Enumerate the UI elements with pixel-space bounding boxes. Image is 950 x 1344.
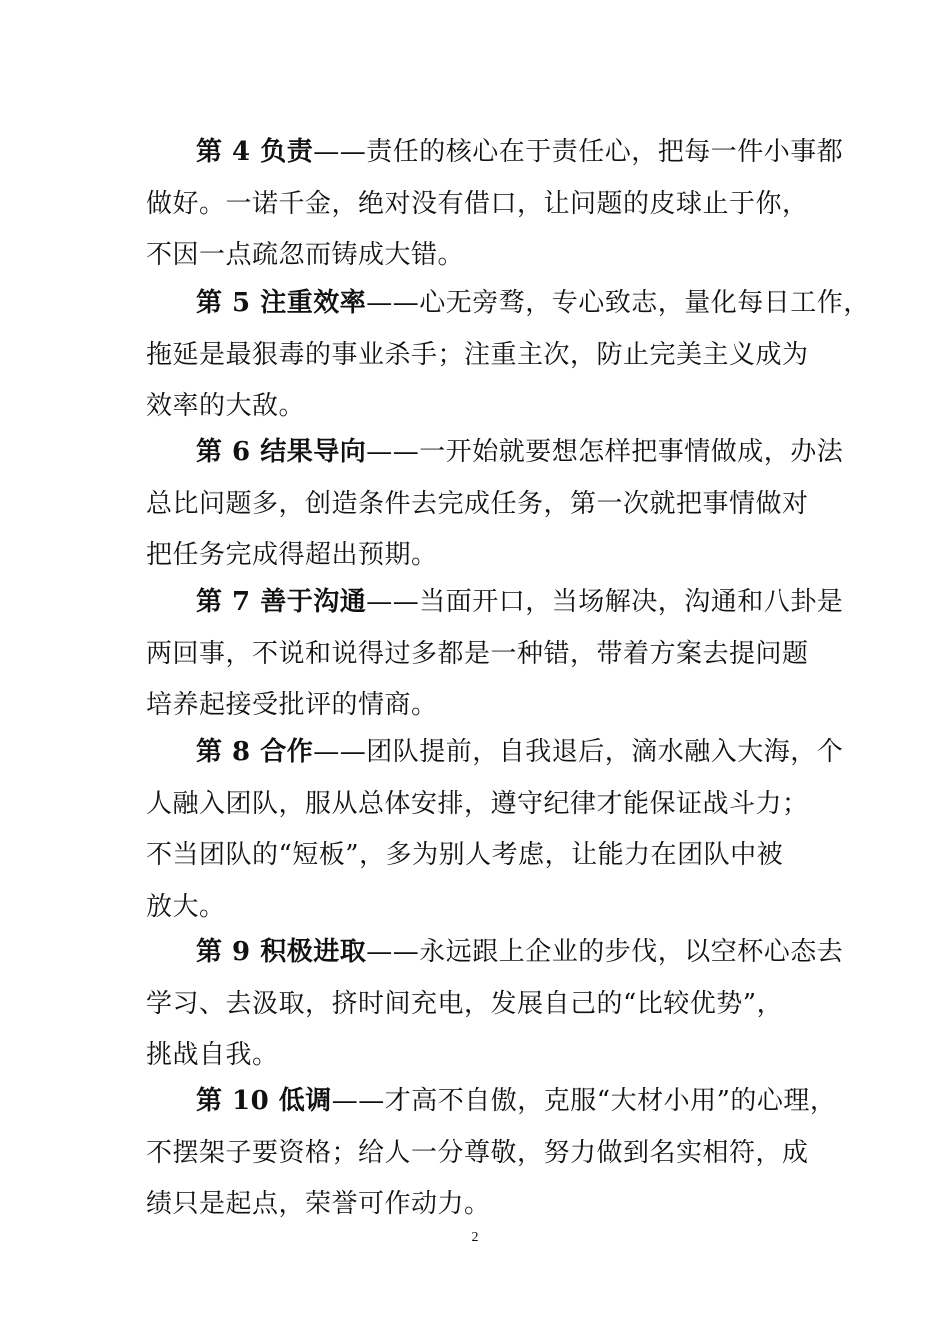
paragraph-rule-7 xyxy=(146,577,846,732)
paragraph-text: ——一开始就要想怎样把事情做成，办法 xyxy=(366,437,844,467)
paragraph-line: 绩只是起点，荣誉可作动力。 xyxy=(146,1189,491,1219)
paragraph-rule-8 xyxy=(146,727,846,933)
paragraph-rule-10 xyxy=(146,1076,846,1231)
paragraph-first-line xyxy=(146,727,846,779)
paragraph-heading: 第 10 低调 xyxy=(196,1086,332,1116)
paragraph-heading: 第 6 结果导向 xyxy=(196,437,367,467)
paragraph-text: ——责任的核心在于责任心，把每一件小事都 xyxy=(313,137,844,167)
paragraph-line: 不因一点疏忽而铸成大错。 xyxy=(146,240,465,270)
paragraph-line: 效率的大敌。 xyxy=(146,391,306,421)
paragraph-heading: 第 7 善于沟通 xyxy=(196,587,367,617)
paragraph-line: 总比问题多，创造条件去完成任务，第一次就把事情做对 xyxy=(146,488,809,519)
paragraph-text: ——永远跟上企业的步伐，以空杯心态去 xyxy=(366,937,844,967)
paragraph-line: 学习、去汲取，挤时间充电，发展自己的“比较优势”， xyxy=(146,988,784,1019)
paragraph-first-line xyxy=(146,1076,846,1128)
paragraph-first-line xyxy=(146,927,846,979)
paragraph-first-line xyxy=(146,427,846,479)
paragraph-text: ——团队提前，自我退后，滴水融入大海，个 xyxy=(313,737,844,767)
paragraph-line: 两回事，不说和说得过多都是一种错，带着方案去提问题 xyxy=(146,638,809,669)
paragraph-text: ——当面开口，当场解决，沟通和八卦是 xyxy=(366,587,844,617)
paragraph-line: 不当团队的“短板”，多为别人考虑，让能力在团队中被 xyxy=(146,840,784,870)
paragraph-heading: 第 8 合作 xyxy=(196,737,314,767)
paragraph-line: 把任务完成得超出预期。 xyxy=(146,540,438,570)
paragraph-first-line xyxy=(146,127,846,179)
paragraph-text: ——心无旁骛，专心致志，量化每日工作， xyxy=(366,288,870,318)
paragraph-first-line xyxy=(146,577,846,629)
paragraph-rule-4 xyxy=(146,127,846,282)
paragraph-rule-5 xyxy=(146,278,870,433)
paragraph-line: 人融入团队，服从总体安排，遵守纪律才能保证战斗力； xyxy=(146,788,809,819)
paragraph-line: 不摆架子要资格；给人一分尊敬，努力做到名实相符，成 xyxy=(146,1137,809,1168)
paragraph-heading: 第 4 负责 xyxy=(196,137,314,167)
paragraph-line: 放大。 xyxy=(146,891,226,922)
paragraph-line: 培养起接受批评的情商。 xyxy=(146,690,438,720)
paragraph-first-line xyxy=(146,278,870,330)
paragraph-line: 拖延是最狠毒的事业杀手；注重主次，防止完美主义成为 xyxy=(146,339,809,370)
paragraph-line: 挑战自我。 xyxy=(146,1040,279,1070)
paragraph-heading: 第 9 积极进取 xyxy=(196,937,367,967)
paragraph-rule-6 xyxy=(146,427,846,582)
paragraph-rule-9 xyxy=(146,927,846,1082)
page-number: 2 xyxy=(471,1230,479,1245)
paragraph-line: 做好。一诺千金，绝对没有借口，让问题的皮球止于你， xyxy=(146,188,809,219)
paragraph-text: ——才高不自傲，克服“大材小用”的心理， xyxy=(331,1086,837,1116)
paragraph-heading: 第 5 注重效率 xyxy=(196,288,367,318)
